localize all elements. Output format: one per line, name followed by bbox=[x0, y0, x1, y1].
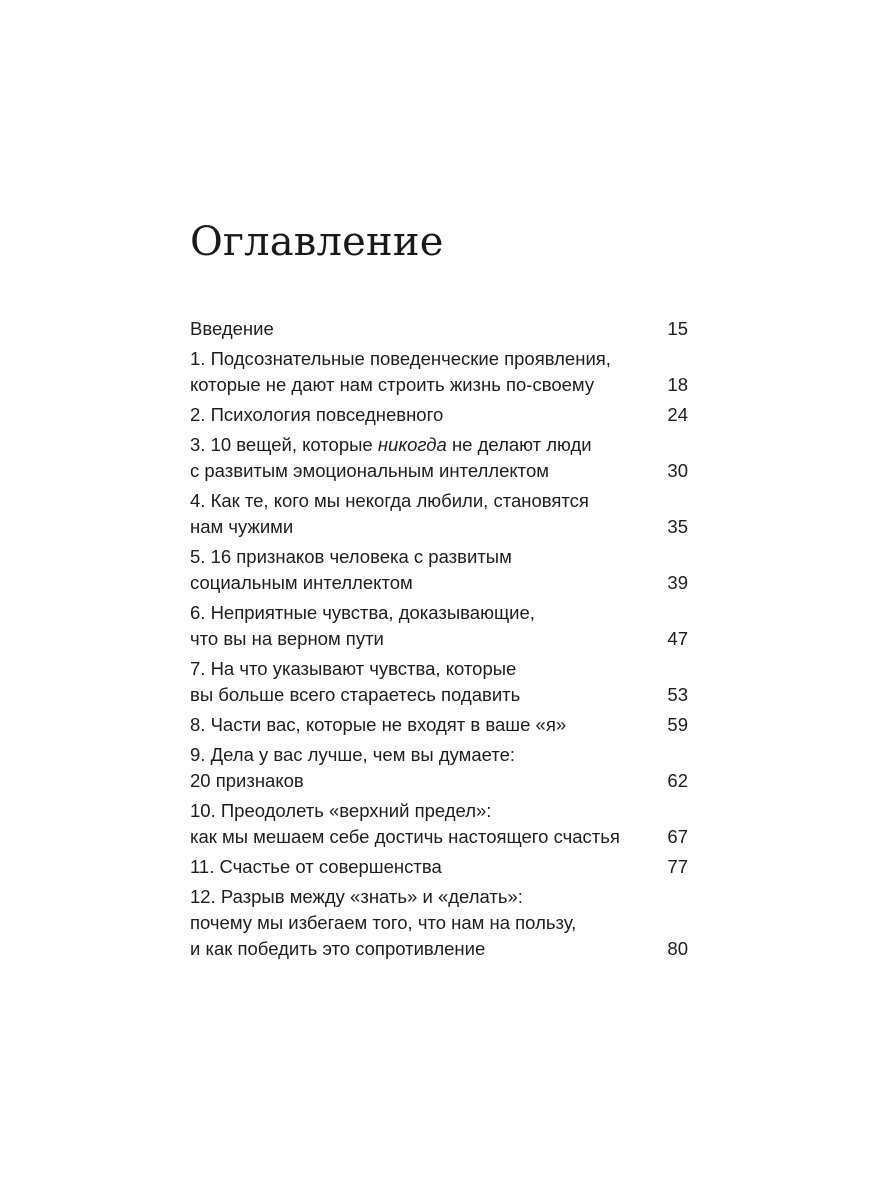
toc-page-number: 47 bbox=[667, 628, 688, 649]
toc-entry-line: вы больше всего стараетесь подавить bbox=[190, 684, 521, 705]
toc-entry-line: и как победить это сопротивление bbox=[190, 938, 486, 959]
toc-entry-line: 8. Части вас, которые не входят в ваше «я» bbox=[190, 714, 567, 735]
toc-page-number: 59 bbox=[667, 714, 688, 735]
toc-entry-chapter-10[interactable] bbox=[190, 798, 688, 850]
toc-entry-chapter-6[interactable] bbox=[190, 600, 688, 652]
toc-entry-title bbox=[190, 854, 688, 880]
toc-entry-chapter-12[interactable] bbox=[190, 884, 688, 962]
toc-page-number: 18 bbox=[667, 374, 688, 395]
toc-page-number: 80 bbox=[667, 938, 688, 959]
toc-page-number: 39 bbox=[667, 572, 688, 593]
toc-entry-title bbox=[190, 544, 688, 596]
toc-text-fragment: не делают люди bbox=[446, 434, 592, 455]
toc-entry-line bbox=[190, 432, 628, 458]
toc-entry-title bbox=[190, 402, 688, 428]
toc-text-fragment: 3. 10 вещей, которые bbox=[190, 434, 378, 455]
toc-entry-title bbox=[190, 488, 688, 540]
toc-entry-line: 2. Психология повседневного bbox=[190, 404, 444, 425]
toc-entry-line: которые не дают нам строить жизнь по-своему bbox=[190, 374, 595, 395]
toc-entry-chapter-3[interactable] bbox=[190, 432, 688, 484]
toc-entry-line: 6. Неприятные чувства, доказывающие, bbox=[190, 602, 535, 623]
toc-entry-line: 10. Преодолеть «верхний предел»: bbox=[190, 800, 492, 821]
toc-entry-line: почему мы избегаем того, что нам на пользу, bbox=[190, 912, 577, 933]
toc-page-number: 24 bbox=[667, 404, 688, 425]
toc-entry-introduction[interactable] bbox=[190, 316, 688, 342]
toc-italic-word: никогда bbox=[377, 434, 447, 455]
toc-entry-title bbox=[190, 742, 688, 794]
toc-entry-title bbox=[190, 712, 688, 738]
toc-entry-title bbox=[190, 432, 688, 484]
toc-entry-title bbox=[190, 316, 688, 342]
toc-page-number: 67 bbox=[667, 826, 688, 847]
toc-entry-chapter-2[interactable] bbox=[190, 402, 688, 428]
toc-entry-line: нам чужими bbox=[190, 516, 294, 537]
toc-entry-line: как мы мешаем себе достичь настоящего счастья bbox=[190, 826, 620, 847]
toc-entry-title bbox=[190, 656, 688, 708]
toc-entry-title bbox=[190, 798, 688, 850]
toc-page-number: 62 bbox=[667, 770, 688, 791]
toc-entry-chapter-4[interactable] bbox=[190, 488, 688, 540]
toc-entry-line: что вы на верном пути bbox=[190, 628, 384, 649]
toc-entry-line: Введение bbox=[190, 318, 274, 339]
toc-entry-line: 9. Дела у вас лучше, чем вы думаете: bbox=[190, 744, 516, 765]
toc-page-number: 35 bbox=[667, 516, 688, 537]
toc-page-number: 15 bbox=[667, 318, 688, 339]
toc-entry-line: 7. На что указывают чувства, которые bbox=[190, 658, 517, 679]
toc-entry-line: социальным интеллектом bbox=[190, 572, 413, 593]
toc-entry-line: 20 признаков bbox=[190, 770, 304, 791]
toc-entry-line: 5. 16 признаков человека с развитым bbox=[190, 546, 512, 567]
toc-page-number: 77 bbox=[667, 856, 688, 877]
toc-entry-line: 11. Счастье от совершенства bbox=[190, 856, 442, 877]
toc-page-number: 30 bbox=[667, 460, 688, 481]
toc-entry-chapter-8[interactable] bbox=[190, 712, 688, 738]
toc-entry-chapter-11[interactable] bbox=[190, 854, 688, 880]
toc-entry-title bbox=[190, 346, 688, 398]
toc-entry-line: 12. Разрыв между «знать» и «делать»: bbox=[190, 886, 523, 907]
toc-entry-line: с развитым эмоциональным интеллектом bbox=[190, 460, 549, 481]
toc-entry-chapter-7[interactable] bbox=[190, 656, 688, 708]
toc-entry-title bbox=[190, 600, 688, 652]
toc-entry-line: 4. Как те, кого мы некогда любили, становятся bbox=[190, 490, 589, 511]
toc-page-number: 53 bbox=[667, 684, 688, 705]
table-of-contents bbox=[190, 316, 688, 966]
toc-entry-chapter-9[interactable] bbox=[190, 742, 688, 794]
toc-entry-line: 1. Подсознательные поведенческие проявления, bbox=[190, 348, 611, 369]
toc-entry-chapter-1[interactable] bbox=[190, 346, 688, 398]
toc-entry-title bbox=[190, 884, 688, 962]
toc-entry-chapter-5[interactable] bbox=[190, 544, 688, 596]
page-title: Оглавление bbox=[190, 219, 444, 265]
